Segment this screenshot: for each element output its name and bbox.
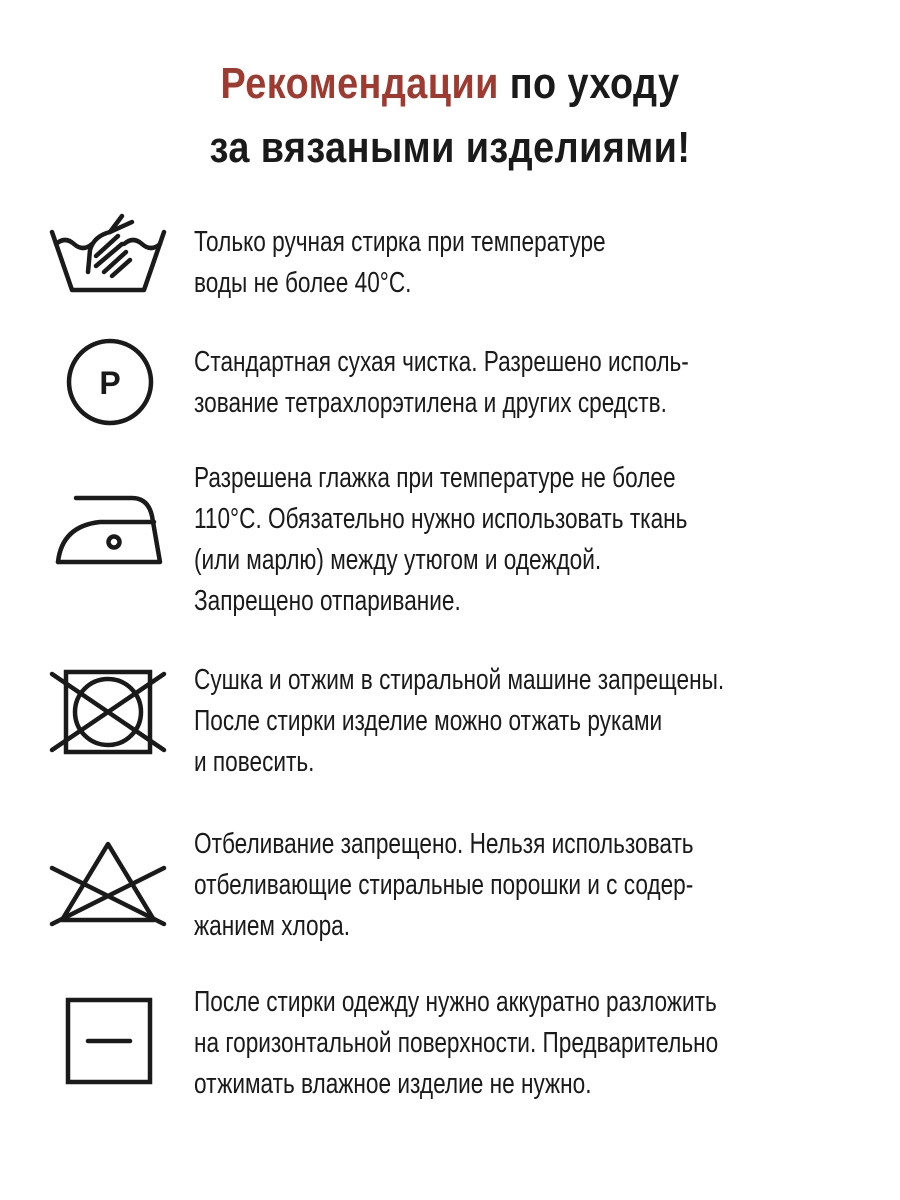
care-text-line: жанием хлора. xyxy=(194,910,351,942)
care-text-line: зование тетрахлорэтилена и других средств. xyxy=(194,387,667,419)
care-text-line: и повесить. xyxy=(194,746,315,778)
hand-wash-icon xyxy=(48,210,168,300)
title-line-1-rest: по уходу xyxy=(498,59,680,108)
care-text-line: После стирки одежду нужно аккуратно разложить xyxy=(194,986,717,1018)
no-tumble-dry-icon xyxy=(48,664,168,760)
dry-flat-icon xyxy=(48,996,168,1086)
care-text-line: Сушка и отжим в стиральной машине запрещены. xyxy=(194,664,725,696)
care-text-line: Только ручная стирка при температуре xyxy=(194,226,606,258)
care-text-line: (или марлю) между утюгом и одеждой. xyxy=(194,544,602,576)
no-bleach-icon xyxy=(48,838,168,928)
dry-clean-p-icon xyxy=(48,336,168,432)
title-line-2: за вязаными изделиями! xyxy=(209,123,691,172)
care-text-line: воды не более 40°С. xyxy=(194,267,412,299)
care-item-text xyxy=(194,458,834,622)
care-item-text xyxy=(194,222,834,304)
care-item-text xyxy=(194,342,834,424)
care-text-line: отжимать влажное изделие не нужно. xyxy=(194,1068,592,1100)
care-item-text xyxy=(194,660,834,783)
care-text-line: После стирки изделие можно отжать руками xyxy=(194,705,663,737)
title-line-1 xyxy=(63,52,837,116)
care-text-line: на горизонтальной поверхности. Предварительно xyxy=(194,1027,719,1059)
care-item-text xyxy=(194,982,834,1105)
care-text-line: Отбеливание запрещено. Нельзя использовать xyxy=(194,828,694,860)
care-text-line: Запрещено отпаривание. xyxy=(194,585,461,617)
care-text-line: 110°С. Обязательно нужно использовать ткань xyxy=(194,503,688,535)
care-text-line: Разрешена глажка при температуре не более xyxy=(194,462,676,494)
iron-low-temp-icon xyxy=(48,486,168,566)
dry-clean-letter: P xyxy=(99,365,121,401)
page-title xyxy=(63,52,837,180)
care-text-line: отбеливающие стиральные порошки и с содер- xyxy=(194,869,694,901)
title-accent-word: Рекомендации xyxy=(220,59,499,108)
care-text-line: Стандартная сухая чистка. Разрешено исполь- xyxy=(194,346,689,378)
care-item-text xyxy=(194,824,834,947)
